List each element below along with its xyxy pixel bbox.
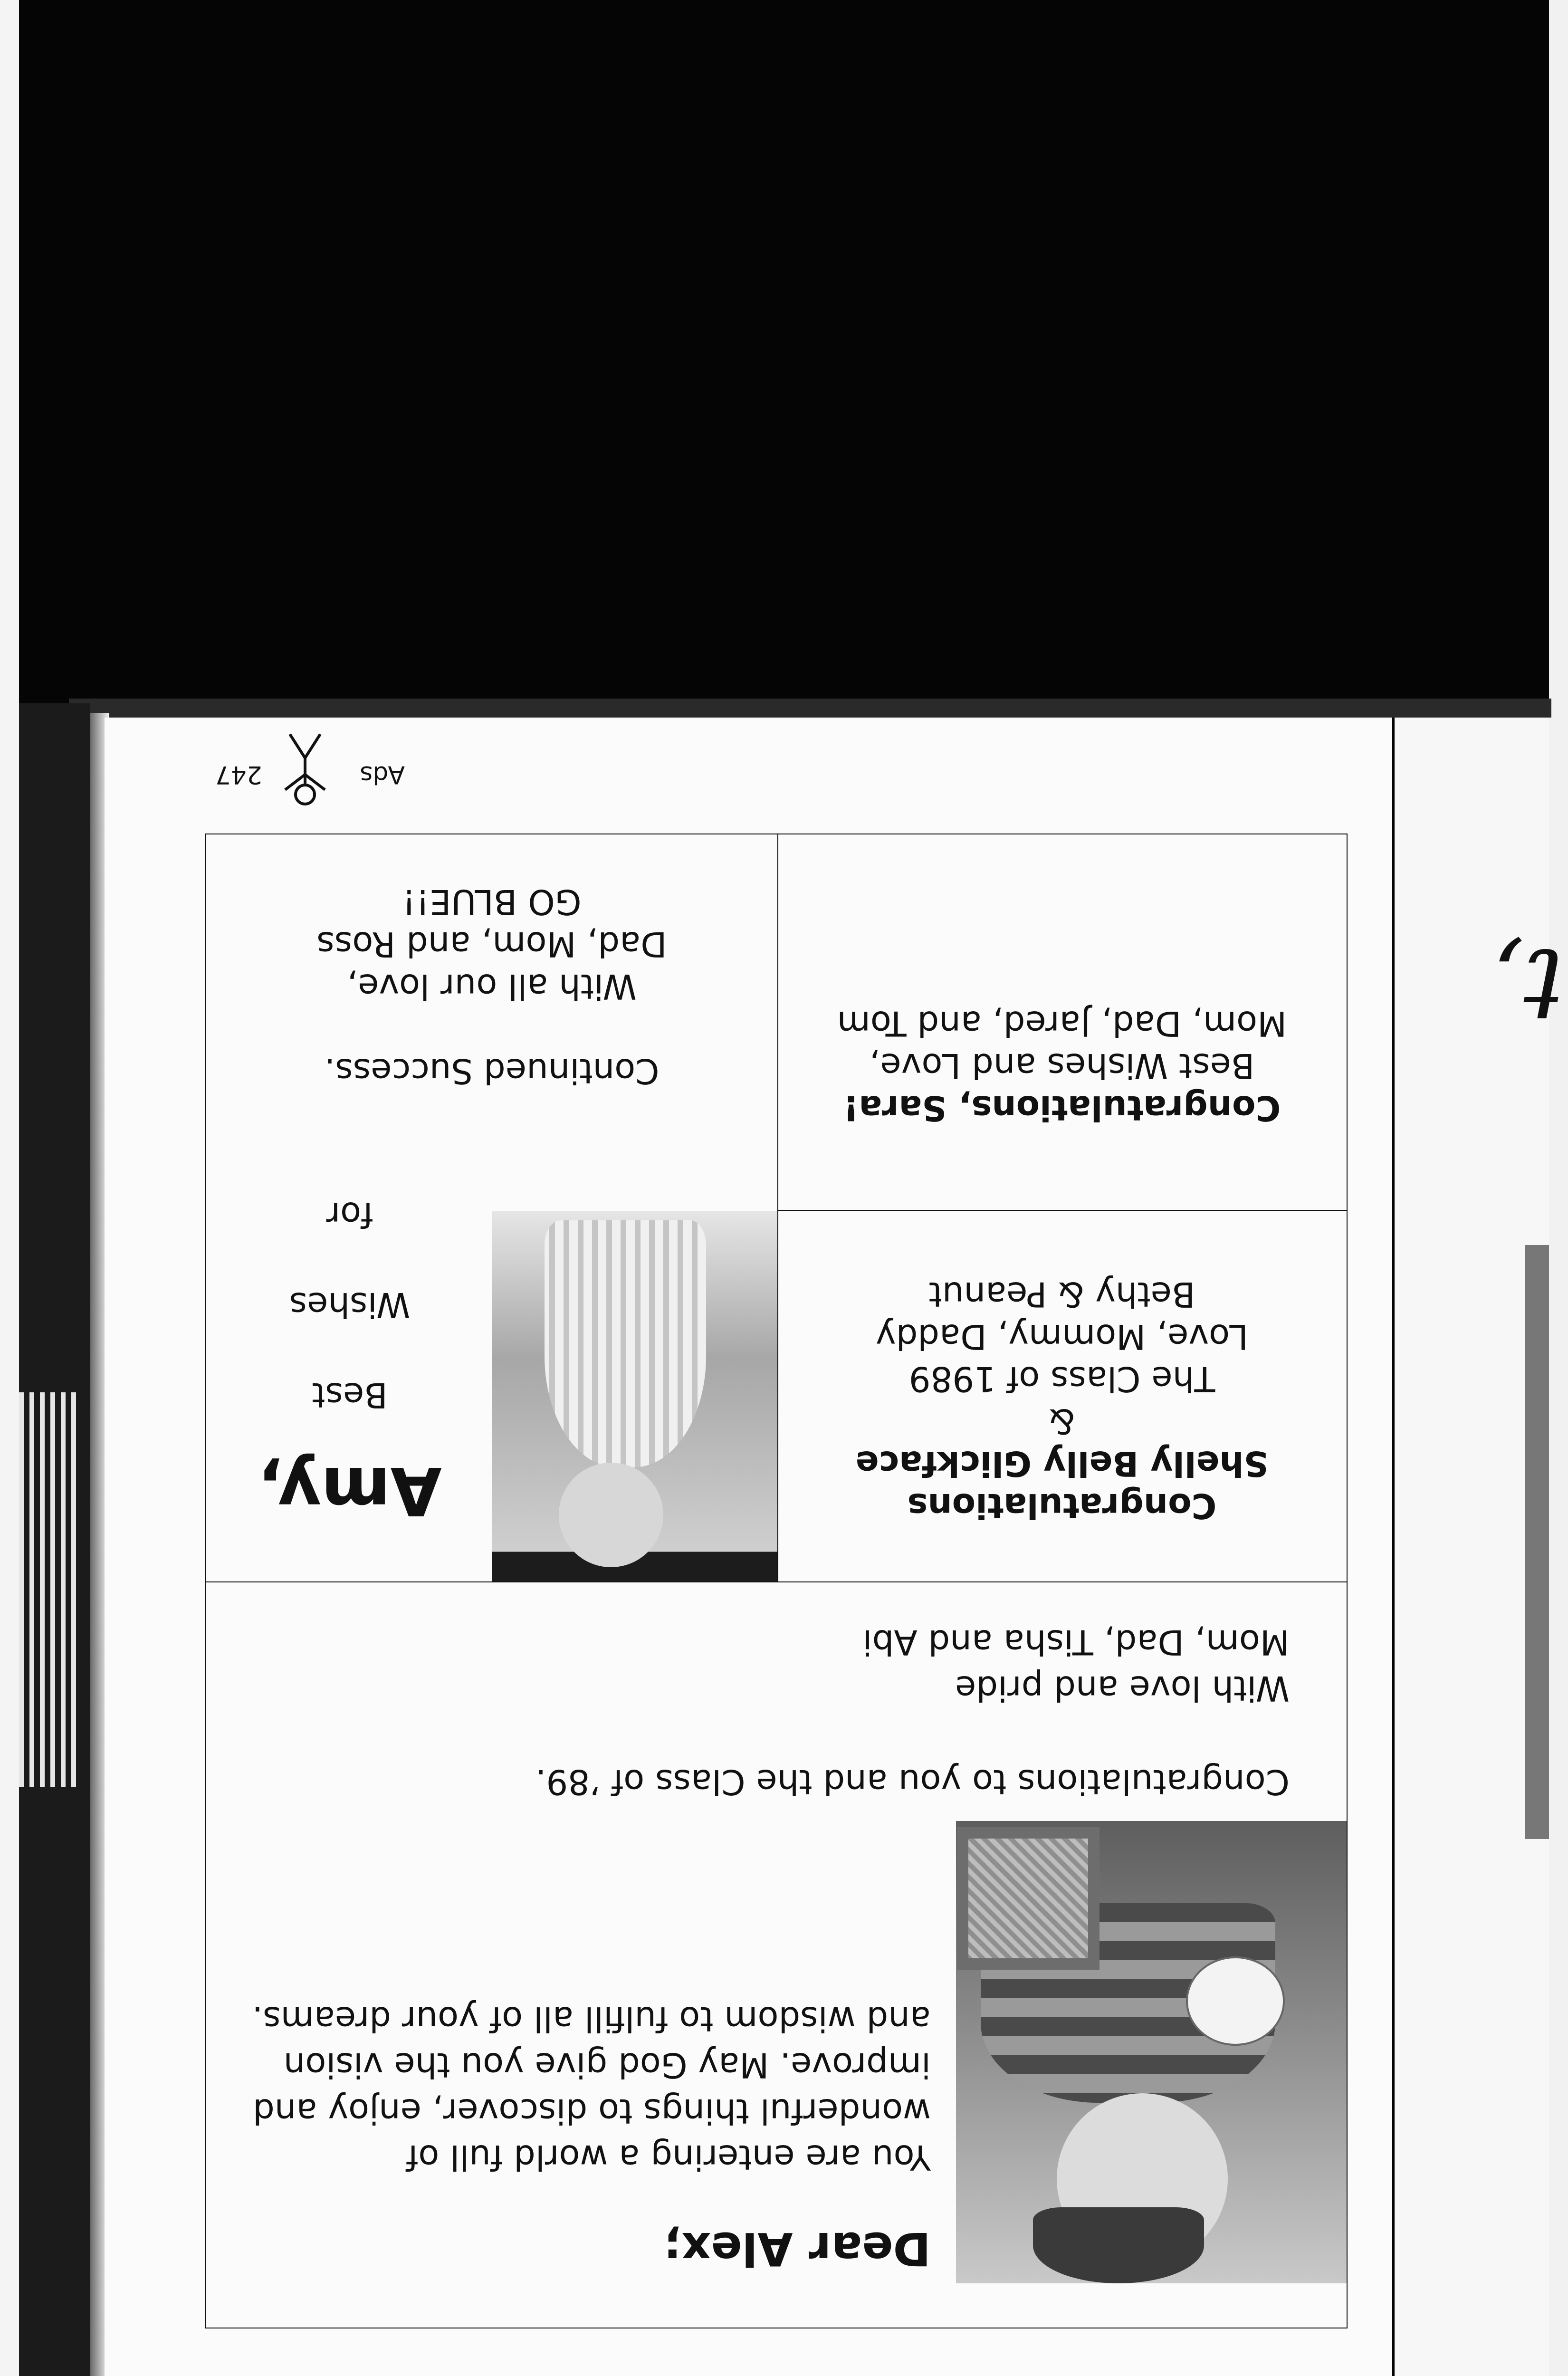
shelly-line2: The Class of 1989 <box>908 1359 1215 1399</box>
alex-greeting: Dear Alex; <box>663 2222 931 2275</box>
sara-message <box>777 1002 1347 1087</box>
facing-page-photo-edge <box>1525 1245 1549 1839</box>
ad-sara <box>777 834 1347 1210</box>
alex-congrats: Congratulations to you and the Class of ’89. <box>535 1762 1290 1802</box>
ad-alex <box>206 1581 1347 2328</box>
alex-signature-line1: With love and pride <box>955 1668 1290 1708</box>
shelly-heading-line1: Congratulations <box>907 1486 1217 1526</box>
photo-amy <box>492 1211 777 1581</box>
alex-message: You are entering a world full of wonderful things to discover, enjoy and improve. May God give you the vision and wisdom to fulfill all of your dreams. <box>252 1999 931 2177</box>
scan-left-margin <box>0 0 19 2376</box>
book-cover-edge <box>69 699 1551 718</box>
scan-right-margin <box>1549 0 1568 2376</box>
amy-love-line2: Dad, Mom, and Ross <box>316 924 667 964</box>
amy-love-line3: GO BLUE!! <box>402 882 582 922</box>
facing-page-fragment: t, <box>1492 927 1564 1043</box>
amy-word-best: Best <box>312 1375 388 1415</box>
shelly-line4: Bethy & Peanut <box>928 1274 1195 1314</box>
photo-alex <box>956 1821 1347 2283</box>
sara-line2: Mom, Dad, Jared, and Tom <box>837 1004 1287 1044</box>
footer-section-label: Ads <box>360 760 405 789</box>
page-number: 247 <box>215 760 262 789</box>
photo-alex-chair <box>957 1827 1100 1970</box>
sara-line1: Best Wishes and Love, <box>869 1046 1255 1086</box>
amy-word-for: for <box>326 1195 373 1235</box>
shelly-line3: Love, Mommy, Daddy <box>876 1317 1248 1357</box>
photo-alex-cap <box>1033 2207 1204 2283</box>
ads-grid <box>205 834 1348 2328</box>
spine-stripes <box>19 1392 76 1787</box>
amy-name: Amy, <box>258 1452 442 1529</box>
sara-heading: Congratulations, Sara! <box>843 1088 1281 1128</box>
photo-alex-baseball <box>1186 1956 1285 2046</box>
shelly-line1: & <box>1048 1401 1076 1441</box>
photo-amy-face <box>559 1463 663 1567</box>
ads-page-content-upside-down <box>205 834 1348 2328</box>
amy-word-wishes: Wishes <box>289 1285 411 1325</box>
shelly-heading-line2: Shelly Belly Glickface <box>855 1444 1269 1484</box>
photo-amy-dress <box>545 1220 706 1467</box>
alex-signature-line2: Mom, Dad, Tisha and Abi <box>862 1622 1290 1662</box>
amy-love-line1: With all our love, <box>347 967 637 1006</box>
shelly-message <box>777 1273 1347 1442</box>
ad-amy <box>206 834 777 1581</box>
amy-continued-success: Continued Success. <box>324 1051 660 1091</box>
ad-shelly <box>777 1210 1347 1581</box>
stick-figure-icon <box>277 732 334 808</box>
page-footer <box>205 732 405 817</box>
shelly-heading <box>777 1442 1347 1527</box>
